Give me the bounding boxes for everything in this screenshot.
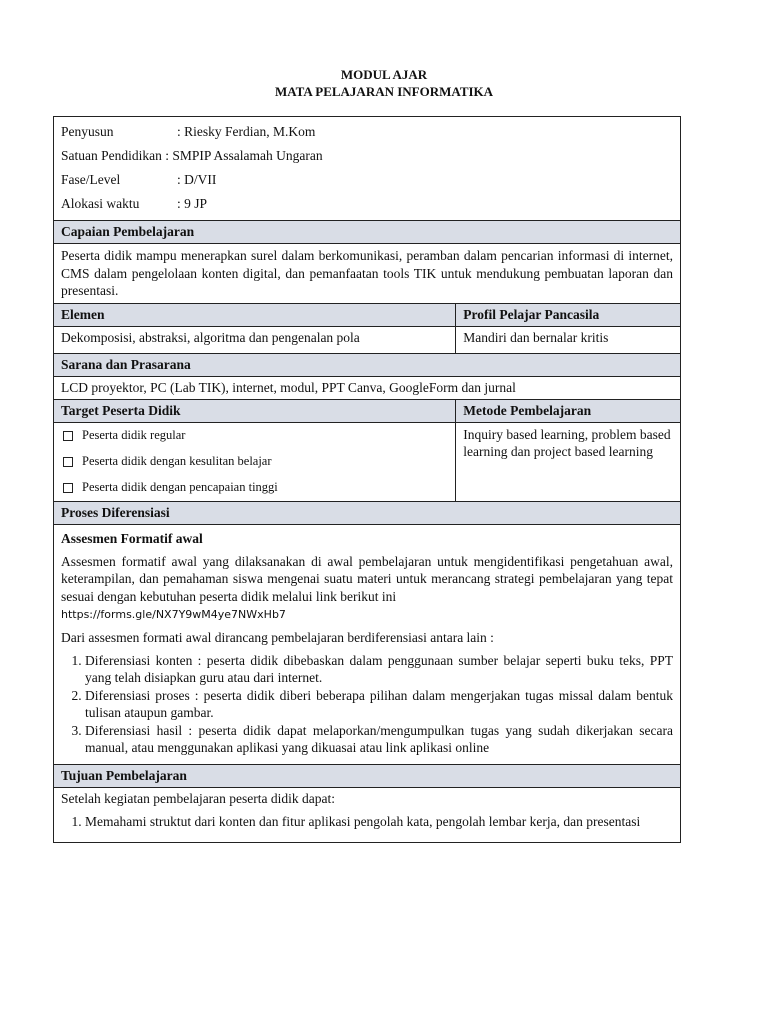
module-table xyxy=(53,116,681,843)
capaian-row xyxy=(54,244,681,304)
checkbox-icon xyxy=(63,457,73,467)
capaian-heading: Capaian Pembelajaran xyxy=(54,221,681,244)
proses-header-row xyxy=(54,501,681,524)
target-item: Peserta didik dengan pencapaian tinggi xyxy=(61,475,448,501)
diferensiasi-intro: Dari assesmen formati awal dirancang pembelajaran berdiferensiasi antara lain : xyxy=(61,629,494,645)
sarana-row xyxy=(54,376,681,399)
elemen-row xyxy=(54,326,681,353)
info-row-satuan: Satuan Pendidikan : SMPIP Assalamah Ungaran xyxy=(61,148,323,163)
elemen-heading: Elemen xyxy=(54,303,456,326)
tujuan-header-row xyxy=(54,764,681,787)
sarana-header-row xyxy=(54,353,681,376)
target-item: Peserta didik regular xyxy=(61,423,448,449)
elemen-header-row xyxy=(54,303,681,326)
info-row-fase: Fase/Level : D/VII xyxy=(61,172,217,187)
info-row-penyusun: Penyusun : Riesky Ferdian, M.Kom xyxy=(61,124,316,139)
title-line-1: MODUL AJAR xyxy=(340,67,428,82)
capaian-header-row xyxy=(54,221,681,244)
proses-row xyxy=(54,524,681,764)
sarana-heading: Sarana dan Prasarana xyxy=(54,353,681,376)
list-item: 3. Diferensiasi hasil : peserta didik dapat melaporkan/mengumpulkan tugas yang sudah dikerjakan secara manual, atau menggunakan aplikasi yang dikuasai atau link aplikasi online xyxy=(85,722,673,757)
tujuan-row xyxy=(54,787,681,843)
assesmen-subheading: Assesmen Formatif awal xyxy=(61,530,203,546)
target-header-row xyxy=(54,399,681,422)
document-title xyxy=(0,66,768,100)
profil-value: Mandiri dan bernalar kritis xyxy=(456,326,681,353)
checkbox-icon xyxy=(63,431,73,441)
target-item: Peserta didik dengan kesulitan belajar xyxy=(61,449,448,475)
capaian-text: Peserta didik mampu menerapkan surel dalam berkomunikasi, peramban dalam pencarian informasi di internet, CMS dalam pengelolaan konten digital, dan pemanfaatan tools TIK untuk mendukung pembuatan laporan dan presentasi. xyxy=(54,244,681,304)
sarana-value: LCD proyektor, PC (Lab TIK), internet, modul, PPT Canva, GoogleForm dan jurnal xyxy=(54,376,681,399)
checkbox-icon xyxy=(63,483,73,493)
tujuan-intro: Setelah kegiatan pembelajaran peserta didik dapat: xyxy=(61,790,336,806)
title-line-2: MATA PELAJARAN INFORMATIKA xyxy=(274,84,494,99)
list-item: 1. Diferensiasi konten : peserta didik dibebaskan dalam penggunaan sumber belajar seperti buku teks, PPT yang telah disiapkan guru atau dari internet. xyxy=(85,652,673,687)
info-row-alokasi: Alokasi waktu : 9 JP xyxy=(61,196,208,211)
info-section xyxy=(54,117,681,221)
target-row xyxy=(54,422,681,501)
diferensiasi-list xyxy=(61,652,673,757)
target-heading: Target Peserta Didik xyxy=(54,399,456,422)
metode-heading: Metode Pembelajaran xyxy=(456,399,681,422)
target-list xyxy=(54,422,456,501)
assesmen-paragraph: Assesmen formatif awal yang dilaksanakan di awal pembelajaran untuk mengidentifikasi pengetahuan awal, keterampilan, dan pemahaman siswa mengenai suatu materi untuk merancang strategi pembelajaran yang tepat sesuai dengan kebutuhan peserta didik melalui link berikut ini https://forms.gle/NX7Y9wM4ye7NWxHb7 xyxy=(61,553,673,621)
list-item: 1. Memahami struktut dari konten dan fitur aplikasi pengolah kata, pengolah lembar kerja, dan presentasi xyxy=(85,813,673,831)
profil-heading: Profil Pelajar Pancasila xyxy=(456,303,681,326)
form-link[interactable]: https://forms.gle/NX7Y9wM4ye7NWxHb7 xyxy=(61,608,286,621)
list-item: 2. Diferensiasi proses : peserta didik diberi beberapa pilihan dalam mengerjakan tugas missal dalam bentuk tulisan ataupun gambar. xyxy=(85,687,673,722)
metode-value: Inquiry based learning, problem based learning dan project based learning xyxy=(456,422,681,501)
proses-heading: Proses Diferensiasi xyxy=(54,501,681,524)
elemen-value: Dekomposisi, abstraksi, algoritma dan pengenalan pola xyxy=(54,326,456,353)
tujuan-heading: Tujuan Pembelajaran xyxy=(54,764,681,787)
tujuan-list xyxy=(61,813,673,831)
